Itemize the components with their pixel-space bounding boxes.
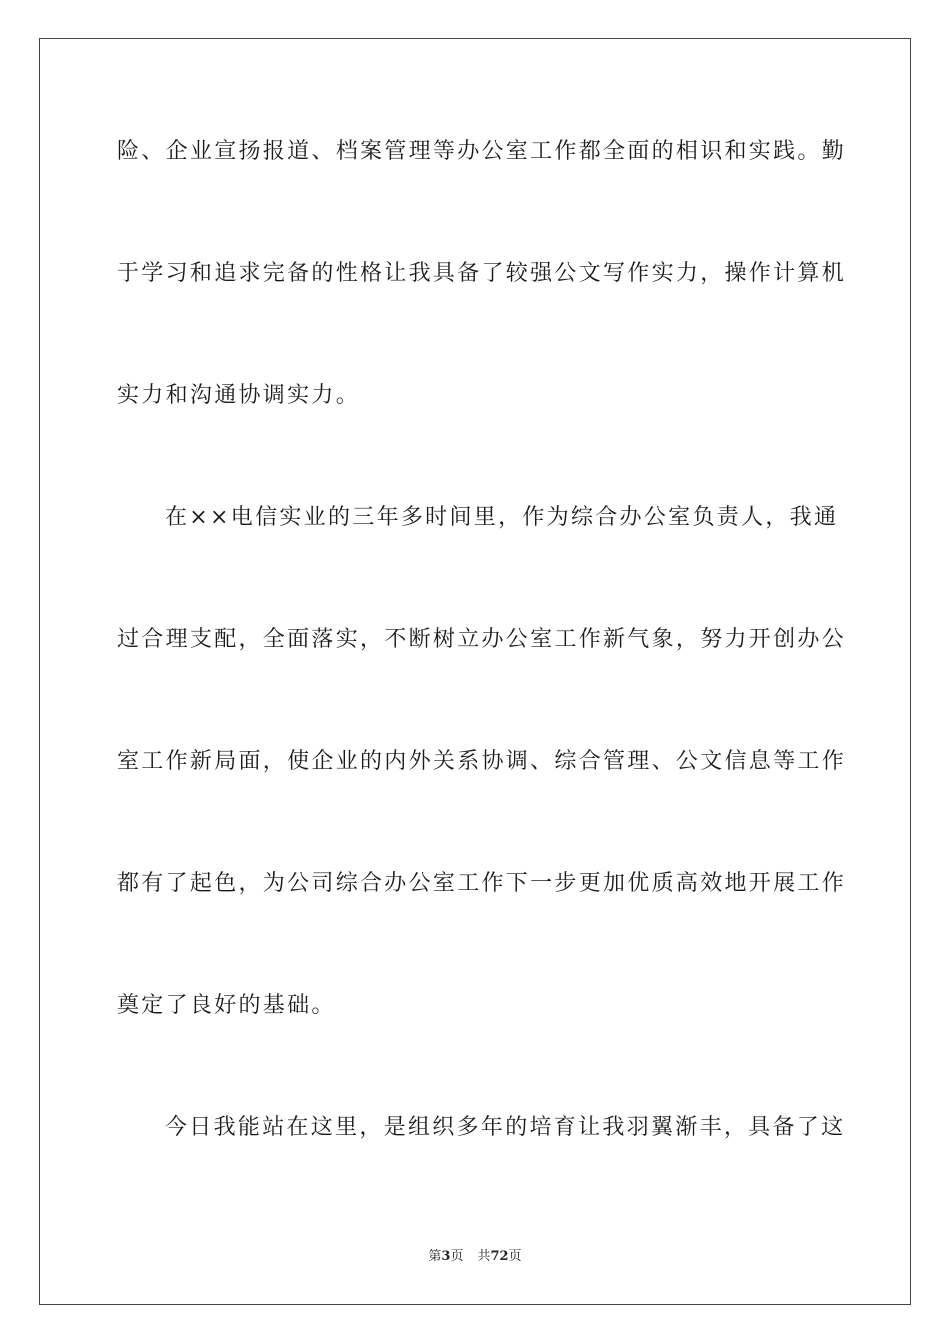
page-prefix: 第 (428, 1249, 442, 1264)
paragraph-line-4: 在××电信实业的三年多时间里，作为综合办公室负责人，我通 (165, 505, 839, 530)
paragraph-line-8: 奠定了良好的基础。 (117, 993, 336, 1018)
paragraph-line-2: 于学习和追求完备的性格让我具备了较强公文写作实力，操作计算机 (117, 261, 847, 286)
total-pages: 72 (490, 1249, 509, 1264)
total-suffix: 页 (508, 1249, 522, 1264)
page-number: 3 (441, 1249, 451, 1264)
paragraph-line-6: 室工作新局面，使企业的内外关系协调、综合管理、公文信息等工作 (117, 749, 847, 774)
paragraph-line-7: 都有了起色，为公司综合办公室工作下一步更加优质高效地开展工作 (117, 871, 847, 896)
paragraph-line-1: 险、企业宣扬报道、档案管理等办公室工作都全面的相识和实践。勤 (117, 139, 847, 164)
paragraph-line-5: 过合理支配，全面落实，不断树立办公室工作新气象，努力开创办公 (117, 627, 847, 652)
paragraph-line-9: 今日我能站在这里，是组织多年的培育让我羽翼渐丰，具备了这 (165, 1115, 846, 1140)
page-suffix: 页 (450, 1249, 464, 1264)
total-prefix: 共 (477, 1249, 491, 1264)
paragraph-line-3: 实力和沟通协调实力。 (117, 383, 361, 408)
page-footer (0, 1248, 950, 1266)
